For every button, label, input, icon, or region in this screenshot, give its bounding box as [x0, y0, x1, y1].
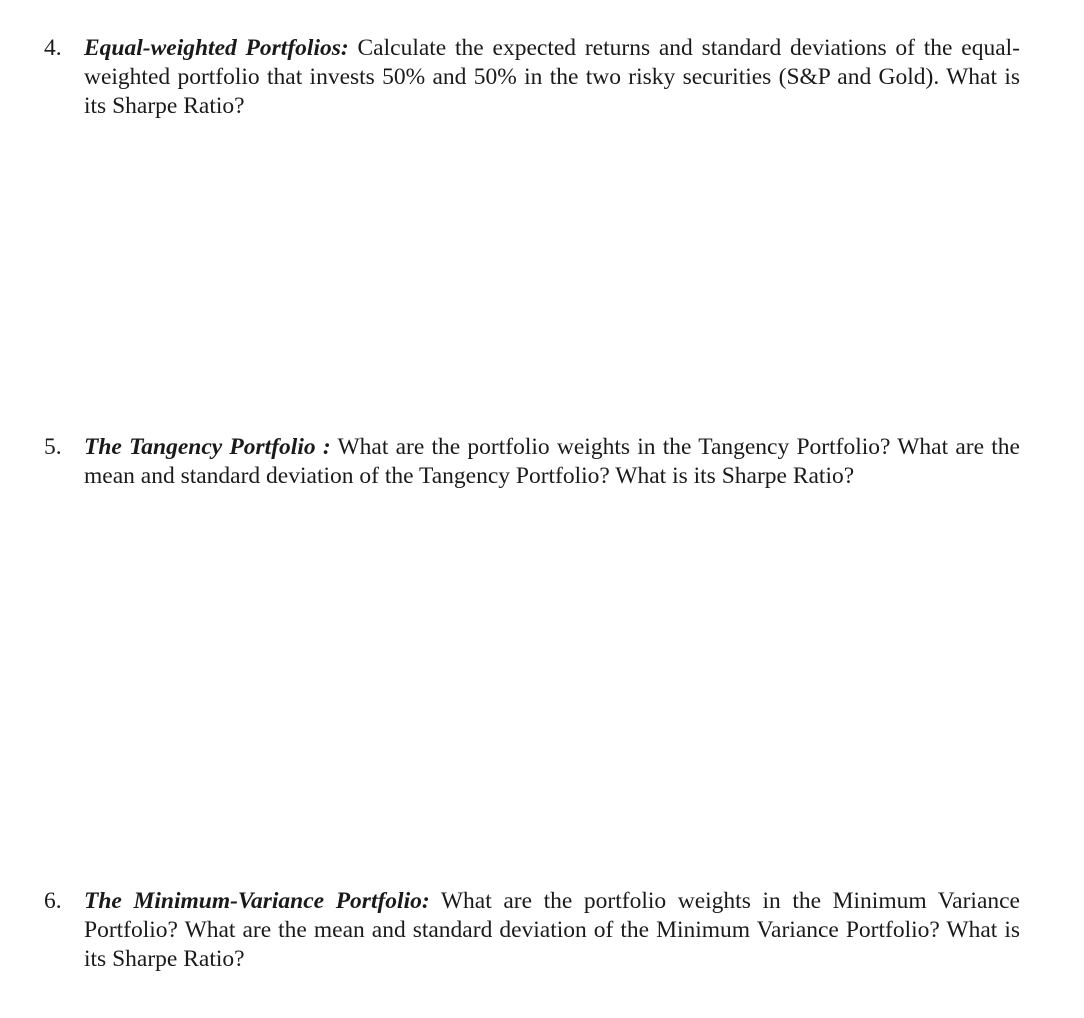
question-body [84, 34, 1020, 121]
question-text: What are the portfolio weights in the Tangency Portfolio? What are the mean and standard deviation of the Tangency Portfolio? What is its Sharpe Ratio? [84, 434, 1020, 489]
question-body [84, 433, 1020, 491]
question-title: The Tangency Portfolio : [84, 434, 331, 460]
question-5 [44, 433, 1020, 491]
question-number: 4. [44, 35, 62, 61]
question-title: The Minimum-Variance Portfolio: [84, 888, 430, 914]
question-body [84, 887, 1020, 974]
question-4 [44, 34, 1020, 121]
question-text: What are the portfolio weights in the Minimum Variance Portfolio? What are the mean and standard deviation of the Minimum Variance Portfolio? What is its Sharpe Ratio? [84, 888, 1020, 972]
question-title: Equal-weighted Portfolios: [84, 35, 349, 61]
question-6 [44, 887, 1020, 974]
question-text: Calculate the expected returns and standard deviations of the equal-weighted portfolio that invests 50% and 50% in the two risky securities (S&P and Gold). What is its Sharpe Ratio? [84, 35, 1020, 119]
question-number: 5. [44, 434, 62, 460]
question-number: 6. [44, 888, 62, 914]
